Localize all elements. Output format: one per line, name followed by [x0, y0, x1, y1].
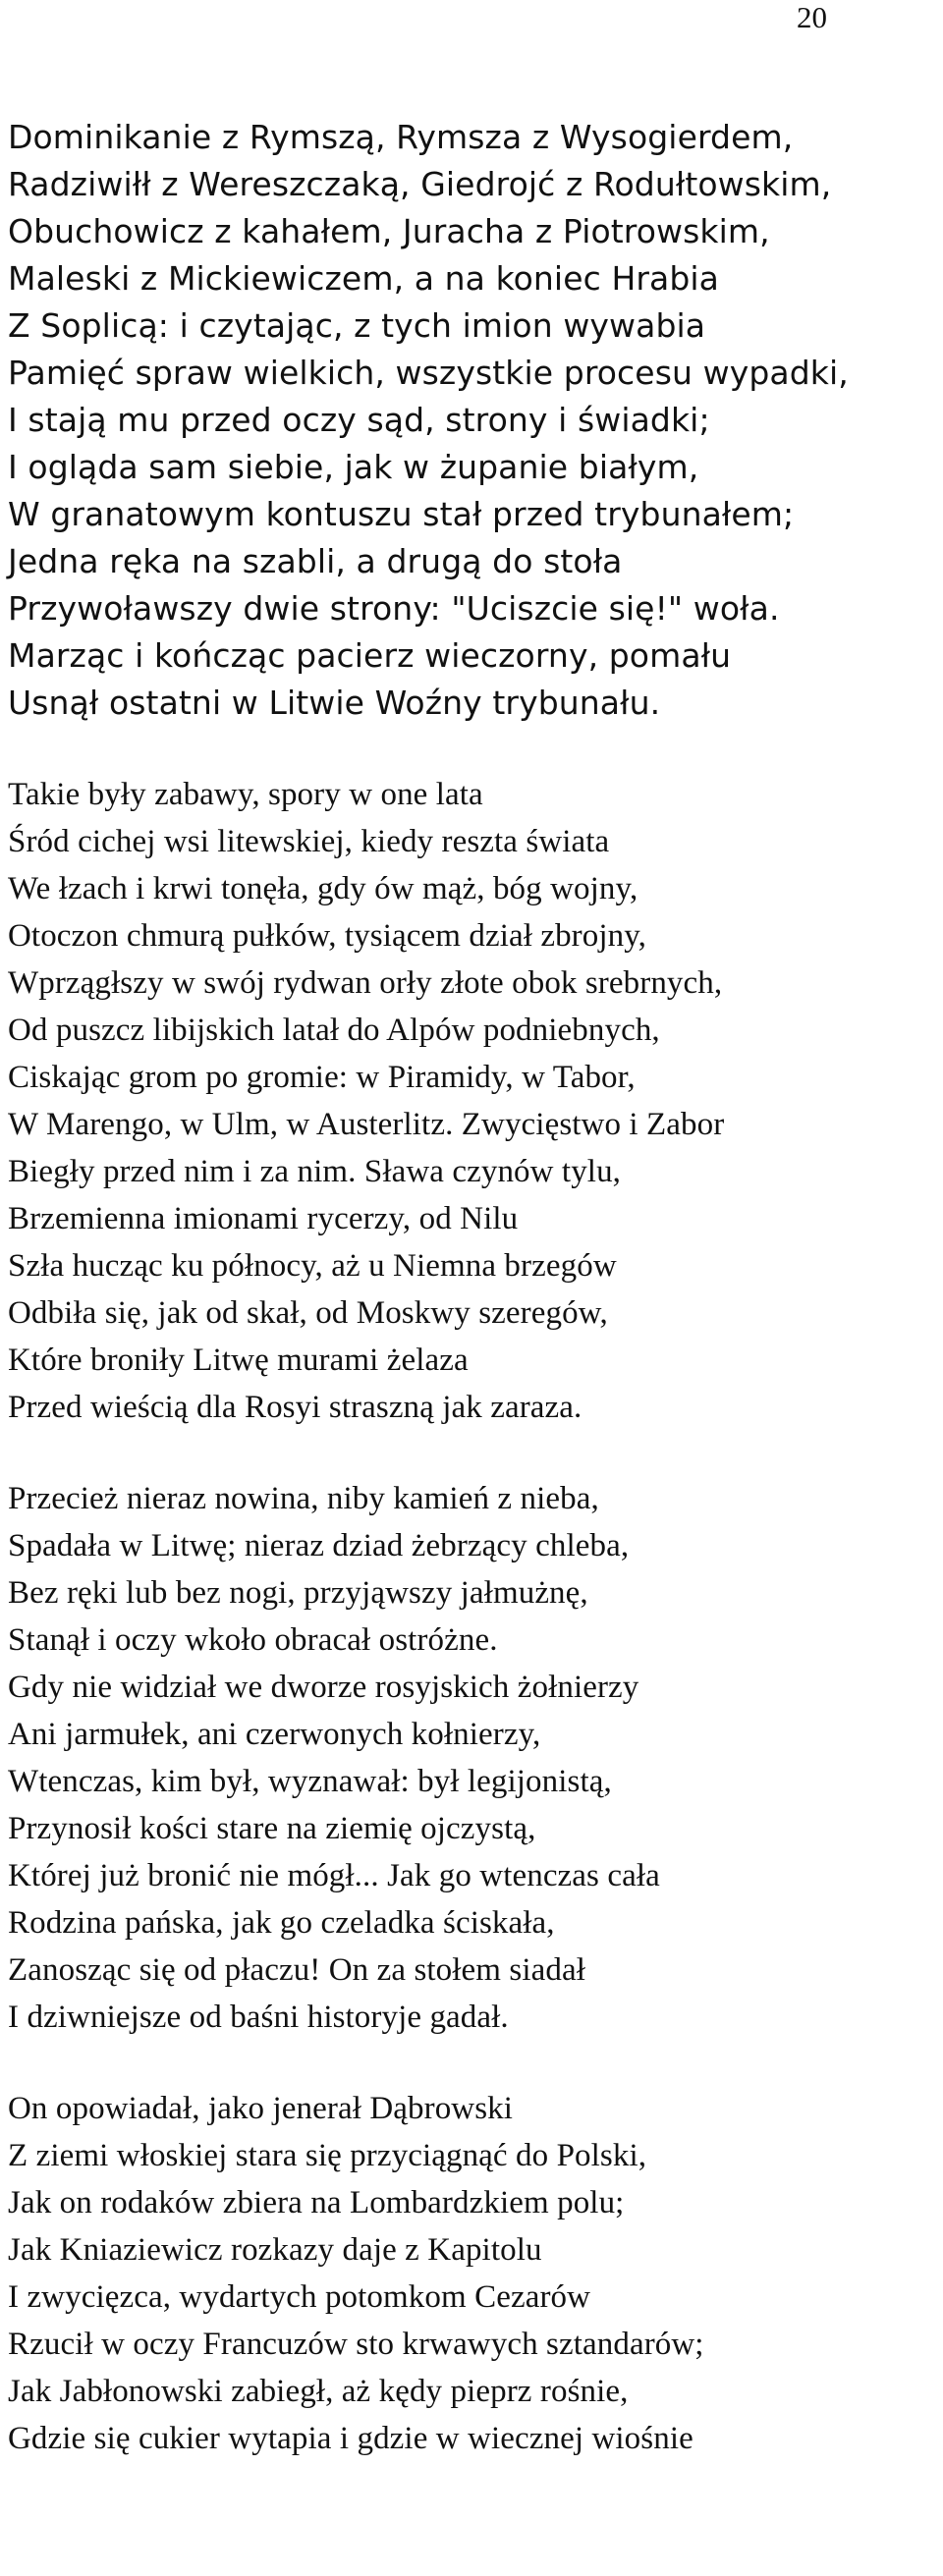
poem-line: W Marengo, w Ulm, w Austerlitz. Zwycięstwo i Zabor: [8, 1107, 725, 1142]
poem-line: Jedna ręka na szabli, a drugą do stoła: [8, 542, 623, 580]
stanza: [8, 1475, 936, 2041]
poem-line: Której już bronić nie mógł... Jak go wtenczas cała: [8, 1858, 660, 1893]
poem-line: Marząc i kończąc pacierz wieczorny, pomału: [8, 636, 732, 675]
poem-line: Spadała w Litwę; nieraz dziad żebrzący chleba,: [8, 1528, 630, 1563]
poem-line: Wprzągłszy w swój rydwan orły złote obok srebrnych,: [8, 965, 723, 1001]
poem-line: On opowiadał, jako jenerał Dąbrowski: [8, 2091, 514, 2126]
stanza: [8, 114, 936, 727]
poem-line: Stanął i oczy wkoło obracał ostróżne.: [8, 1622, 498, 1658]
poem-line: Wtenczas, kim był, wyznawał: był legijonistą,: [8, 1764, 612, 1799]
poem-line: Z ziemi włoskiej stara się przyciągnąć do Polski,: [8, 2138, 647, 2173]
poem-line: Przynosił kości stare na ziemię ojczystą,: [8, 1811, 536, 1846]
poem-line: Pamięć spraw wielkich, wszystkie procesu wypadki,: [8, 354, 849, 392]
poem-line: Jak Jabłonowski zabiegł, aż kędy pieprz rośnie,: [8, 2374, 629, 2409]
poem-line: Jak Kniaziewicz rozkazy daje z Kapitolu: [8, 2232, 542, 2268]
stanza: [8, 771, 936, 1431]
poem-line: Od puszcz libijskich latał do Alpów podniebnych,: [8, 1013, 660, 1048]
poem-line: Odbiła się, jak od skał, od Moskwy szeregów,: [8, 1295, 608, 1331]
poem-line: Rodzina pańska, jak go czeladka ściskała,: [8, 1905, 555, 1941]
poem-line: I stają mu przed oczy sąd, strony i świadki;: [8, 401, 710, 439]
poem-line: Które broniły Litwę murami żelaza: [8, 1343, 469, 1378]
poem-line: Gdy nie widział we dworze rosyjskich żołnierzy: [8, 1670, 639, 1705]
stanza: [8, 2085, 936, 2462]
poem-line: Przed wieścią dla Rosyi straszną jak zaraza.: [8, 1390, 582, 1425]
poem-line: Ani jarmułek, ani czerwonych kołnierzy,: [8, 1717, 541, 1752]
poem-line: Przecież nieraz nowina, niby kamień z nieba,: [8, 1481, 599, 1516]
poem-line: Otoczon chmurą pułków, tysiącem dział zbrojny,: [8, 918, 647, 954]
poem-line: Zanosząc się od płaczu! On za stołem siadał: [8, 1952, 585, 1988]
poem-line: Biegły przed nim i za nim. Sława czynów tylu,: [8, 1154, 622, 1189]
poem-line: Z Soplicą: i czytając, z tych imion wywabia: [8, 306, 706, 345]
poem-line: Jak on rodaków zbiera na Lombardzkiem polu;: [8, 2185, 625, 2220]
poem-line: Rzucił w oczy Francuzów sto krwawych sztandarów;: [8, 2327, 704, 2362]
poem-line: Usnął ostatni w Litwie Woźny trybunału.: [8, 684, 661, 722]
poem-line: Obuchowicz z kahałem, Juracha z Piotrowskim,: [8, 212, 770, 250]
poem-line: I ogląda sam siebie, jak w żupanie białym,: [8, 448, 699, 486]
poem-line: Ciskając grom po gromie: w Piramidy, w Tabor,: [8, 1060, 636, 1095]
poem-line: Radziwiłł z Wereszczaką, Giedrojć z Rodułtowskim,: [8, 165, 832, 203]
poem-text: [8, 114, 936, 2462]
poem-line: Śród cichej wsi litewskiej, kiedy reszta świata: [8, 824, 610, 859]
poem-line: Przywoławszy dwie strony: "Uciszcie się!" woła.: [8, 589, 780, 628]
poem-line: Gdzie się cukier wytapia i gdzie w wiecznej wiośnie: [8, 2421, 693, 2456]
poem-line: I zwycięzca, wydartych potomkom Cezarów: [8, 2279, 591, 2315]
poem-line: I dziwniejsze od baśni historyje gadał.: [8, 2000, 509, 2035]
page-number: 20: [797, 0, 827, 34]
poem-line: We łzach i krwi tonęła, gdy ów mąż, bóg wojny,: [8, 871, 638, 906]
poem-line: W granatowym kontuszu stał przed trybunałem;: [8, 495, 795, 533]
poem-line: Szła hucząc ku północy, aż u Niemna brzegów: [8, 1248, 617, 1284]
poem-line: Maleski z Mickiewiczem, a na koniec Hrabia: [8, 259, 719, 298]
poem-line: Takie były zabawy, spory w one lata: [8, 777, 483, 812]
poem-line: Dominikanie z Rymszą, Rymsza z Wysogierdem,: [8, 118, 794, 156]
poem-line: Brzemienna imionami rycerzy, od Nilu: [8, 1201, 519, 1236]
poem-line: Bez ręki lub bez nogi, przyjąwszy jałmużnę,: [8, 1575, 588, 1611]
